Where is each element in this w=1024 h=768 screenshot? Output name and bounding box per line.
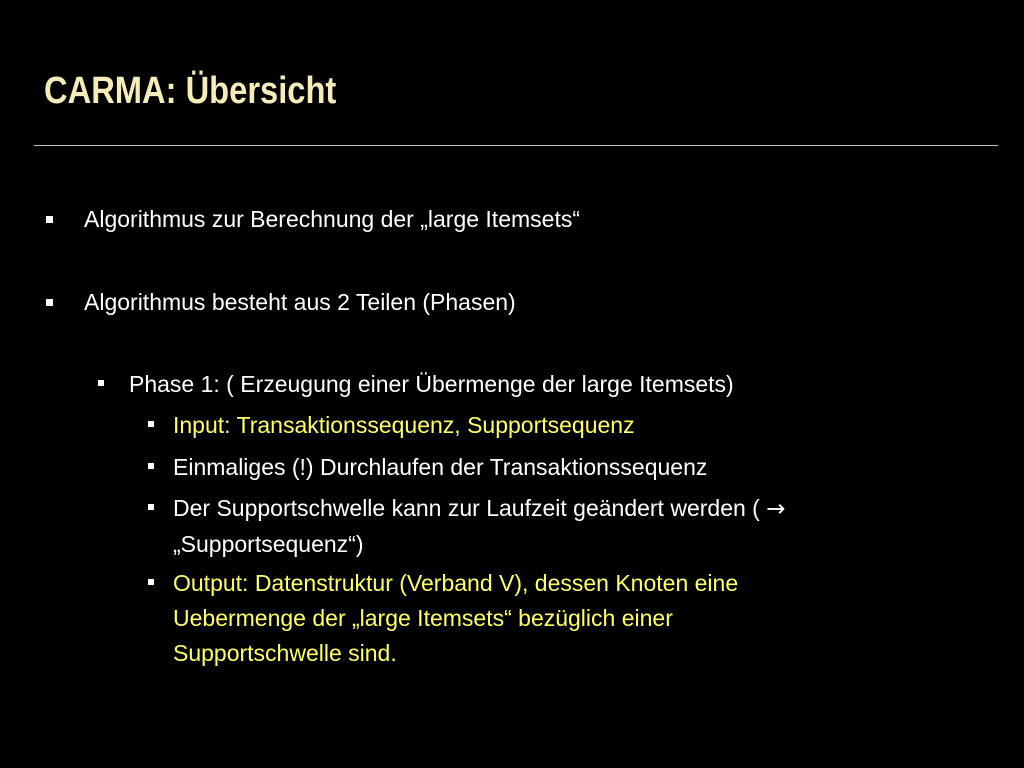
bullet-text-continued: „Supportsequenz“) <box>173 531 364 557</box>
bullet-algorithm-purpose <box>84 202 580 237</box>
bullet-text: Einmaliges (!) Durchlaufen der Transaktionssequenz <box>173 454 708 480</box>
square-bullet-icon <box>148 504 154 510</box>
square-bullet-icon <box>46 299 53 306</box>
square-bullet-icon <box>148 579 154 585</box>
square-bullet-icon <box>98 380 104 386</box>
bullet-text-line-3: Supportschwelle sind. <box>173 640 397 666</box>
bullet-text: Phase 1: ( Erzeugung einer Übermenge der large Itemsets) <box>129 371 734 397</box>
square-bullet-icon <box>148 463 154 469</box>
bullet-text: Der Supportschwelle kann zur Laufzeit geändert werden ( <box>173 495 767 521</box>
slide-title: CARMA: Übersicht <box>44 70 337 112</box>
bullet-output <box>173 566 973 671</box>
bullet-text-line-1: Output: Datenstruktur (Verband V), dessen Knoten eine <box>173 570 739 596</box>
square-bullet-icon <box>148 421 154 427</box>
bullet-algorithm-phases <box>84 285 516 320</box>
bullet-text-line-2: Uebermenge der „large Itemsets“ bezüglich einer <box>173 605 673 631</box>
bullet-input <box>173 408 635 443</box>
bullet-text: Algorithmus besteht aus 2 Teilen (Phasen) <box>84 289 516 315</box>
bullet-support-threshold <box>173 491 973 562</box>
bullet-single-pass <box>173 450 707 485</box>
bullet-text: Algorithmus zur Berechnung der „large Itemsets“ <box>84 206 580 232</box>
arrow-right-icon: → <box>766 496 786 522</box>
bullet-text: Input: Transaktionssequenz, Supportsequenz <box>173 412 635 438</box>
bullet-phase-1 <box>129 367 734 402</box>
square-bullet-icon <box>46 216 53 223</box>
